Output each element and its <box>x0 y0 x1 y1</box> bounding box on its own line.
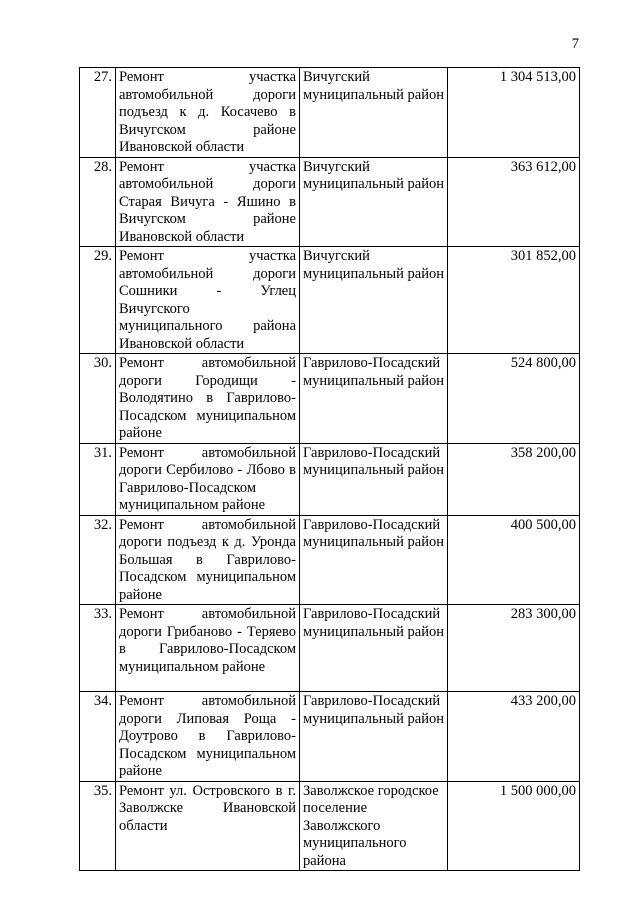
amount-value: 400 500,00 <box>448 515 580 605</box>
row-number: 30. <box>80 354 116 444</box>
row-number: 28. <box>80 157 116 247</box>
amount-value: 363 612,00 <box>448 157 580 247</box>
row-number: 31. <box>80 443 116 515</box>
district-name: Заволжское городское поселение Заволжского муниципального района <box>300 781 448 871</box>
row-number: 34. <box>80 692 116 782</box>
district-name: Гаврилово-Посадский муниципальный район <box>300 692 448 782</box>
amount-value: 301 852,00 <box>448 247 580 354</box>
row-number: 32. <box>80 515 116 605</box>
row-number: 33. <box>80 605 116 692</box>
table-row <box>80 443 580 515</box>
work-description: Ремонт автомобильной дороги Городищи - Володятино в Гаврилово-Посадском муниципальном районе <box>116 354 300 444</box>
district-name: Гаврилово-Посадский муниципальный район <box>300 443 448 515</box>
amount-value: 1 304 513,00 <box>448 68 580 158</box>
amount-value: 1 500 000,00 <box>448 781 580 871</box>
table-row <box>80 515 580 605</box>
district-name: Гаврилово-Посадский муниципальный район <box>300 354 448 444</box>
page-number: 7 <box>571 36 579 52</box>
works-table <box>79 67 580 871</box>
amount-value: 433 200,00 <box>448 692 580 782</box>
work-description: Ремонт ул. Островского в г. Заволжске Ивановской области <box>116 781 300 871</box>
district-name: Гаврилово-Посадский муниципальный район <box>300 515 448 605</box>
work-description: Ремонт автомобильной дороги Сербилово - Лбово в Гаврилово-Посадском муниципальном районе <box>116 443 300 515</box>
amount-value: 524 800,00 <box>448 354 580 444</box>
district-name: Вичугский муниципальный район <box>300 247 448 354</box>
work-description: Ремонт автомобильной дороги подъезд к д. Уронда Большая в Гаврилово-Посадском муниципальном районе <box>116 515 300 605</box>
work-description: Ремонт участка автомобильной дороги Сошники - Углец Вичугского муниципального района Ивановской области <box>116 247 300 354</box>
district-name: Гаврилово-Посадский муниципальный район <box>300 605 448 692</box>
district-name: Вичугский муниципальный район <box>300 68 448 158</box>
work-description: Ремонт участка автомобильной дороги Старая Вичуга - Яшино в Вичугском районе Ивановской области <box>116 157 300 247</box>
work-description: Ремонт автомобильной дороги Липовая Роща - Доутрово в Гаврилово-Посадском муниципальном районе <box>116 692 300 782</box>
work-description: Ремонт участка автомобильной дороги подъезд к д. Косачево в Вичугском районе Ивановской области <box>116 68 300 158</box>
table-row <box>80 68 580 158</box>
table-row <box>80 781 580 871</box>
work-description: Ремонт автомобильной дороги Грибаново - Теряево в Гаврилово-Посадском муниципальном районе <box>116 605 300 692</box>
table-row <box>80 692 580 782</box>
row-number: 29. <box>80 247 116 354</box>
table-row <box>80 247 580 354</box>
row-number: 27. <box>80 68 116 158</box>
row-number: 35. <box>80 781 116 871</box>
district-name: Вичугский муниципальный район <box>300 157 448 247</box>
table-row <box>80 354 580 444</box>
amount-value: 283 300,00 <box>448 605 580 692</box>
amount-value: 358 200,00 <box>448 443 580 515</box>
table-row <box>80 605 580 692</box>
table-row <box>80 157 580 247</box>
